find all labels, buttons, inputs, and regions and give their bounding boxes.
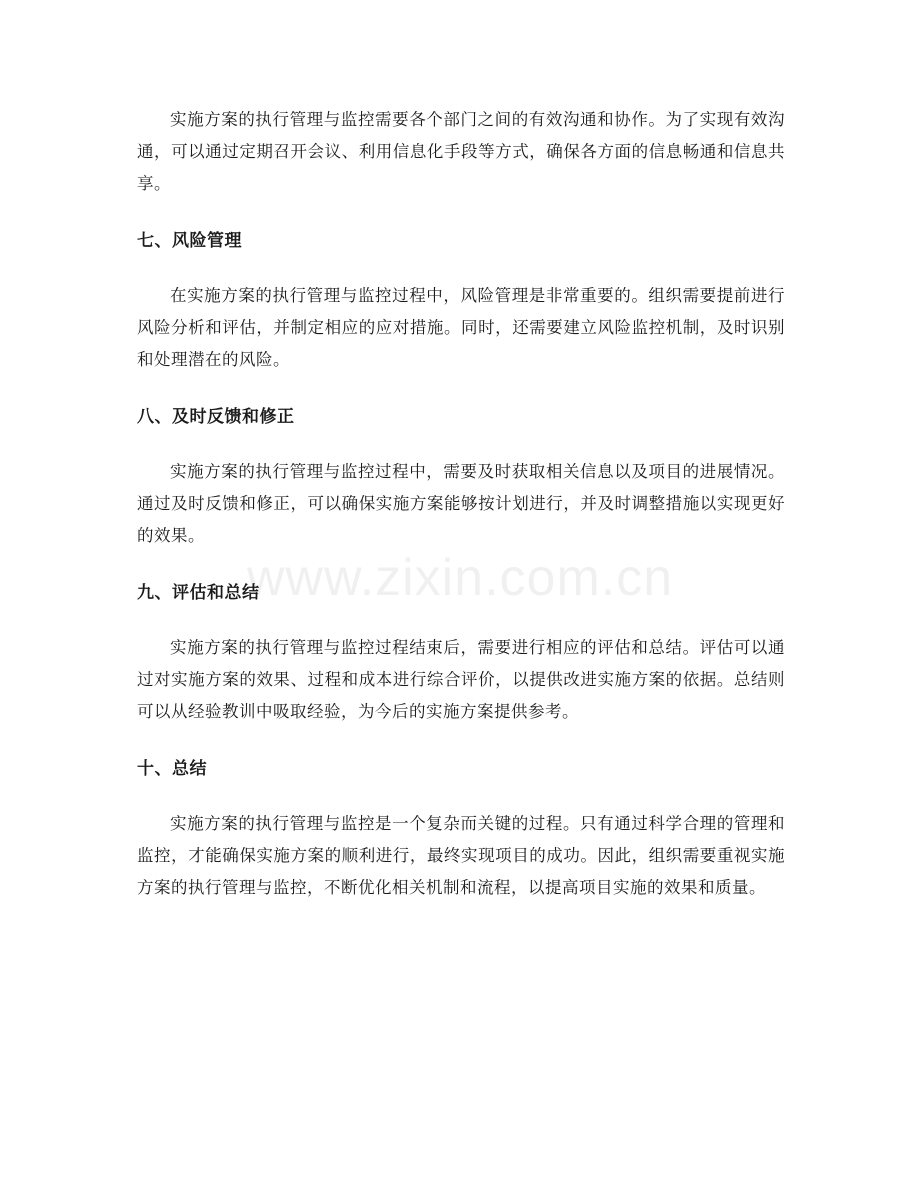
section-heading-evaluation-summary: 九、评估和总结 [137,583,260,603]
section-body-risk-management: 在实施方案的执行管理与监控过程中，风险管理是非常重要的。组织需要提前进行风险分析和评估，并制定相应的应对措施。同时，还需要建立风险监控机制，及时识别和处理潜在的风险。 [137,286,785,369]
section-heading-conclusion: 十、总结 [137,759,207,779]
intro-paragraph: 实施方案的执行管理与监控需要各个部门之间的有效沟通和协作。为了实现有效沟通，可以通过定期召开会议、利用信息化手段等方式，确保各方面的信息畅通和信息共享。 [137,110,785,193]
watermark-text: www.zixin.com.cn [246,549,674,607]
document-body [137,104,785,904]
section-body-evaluation-summary: 实施方案的执行管理与监控过程结束后，需要进行相应的评估和总结。评估可以通过对实施方案的效果、过程和成本进行综合评价，以提供改进实施方案的依据。总结则可以从经验教训中吸取经验，为今后的实施方案提供参考。 [137,638,785,721]
section-heading-risk-management: 七、风险管理 [137,231,242,251]
section-body-conclusion: 实施方案的执行管理与监控是一个复杂而关键的过程。只有通过科学合理的管理和监控，才能确保实施方案的顺利进行，最终实现项目的成功。因此，组织需要重视实施方案的执行管理与监控，不断优化相关机制和流程，以提高项目实施的效果和质量。 [137,814,785,897]
section-heading-feedback-correction: 八、及时反馈和修正 [137,407,295,427]
section-body-feedback-correction: 实施方案的执行管理与监控过程中，需要及时获取相关信息以及项目的进展情况。通过及时反馈和修正，可以确保实施方案能够按计划进行，并及时调整措施以实现更好的效果。 [137,462,785,545]
